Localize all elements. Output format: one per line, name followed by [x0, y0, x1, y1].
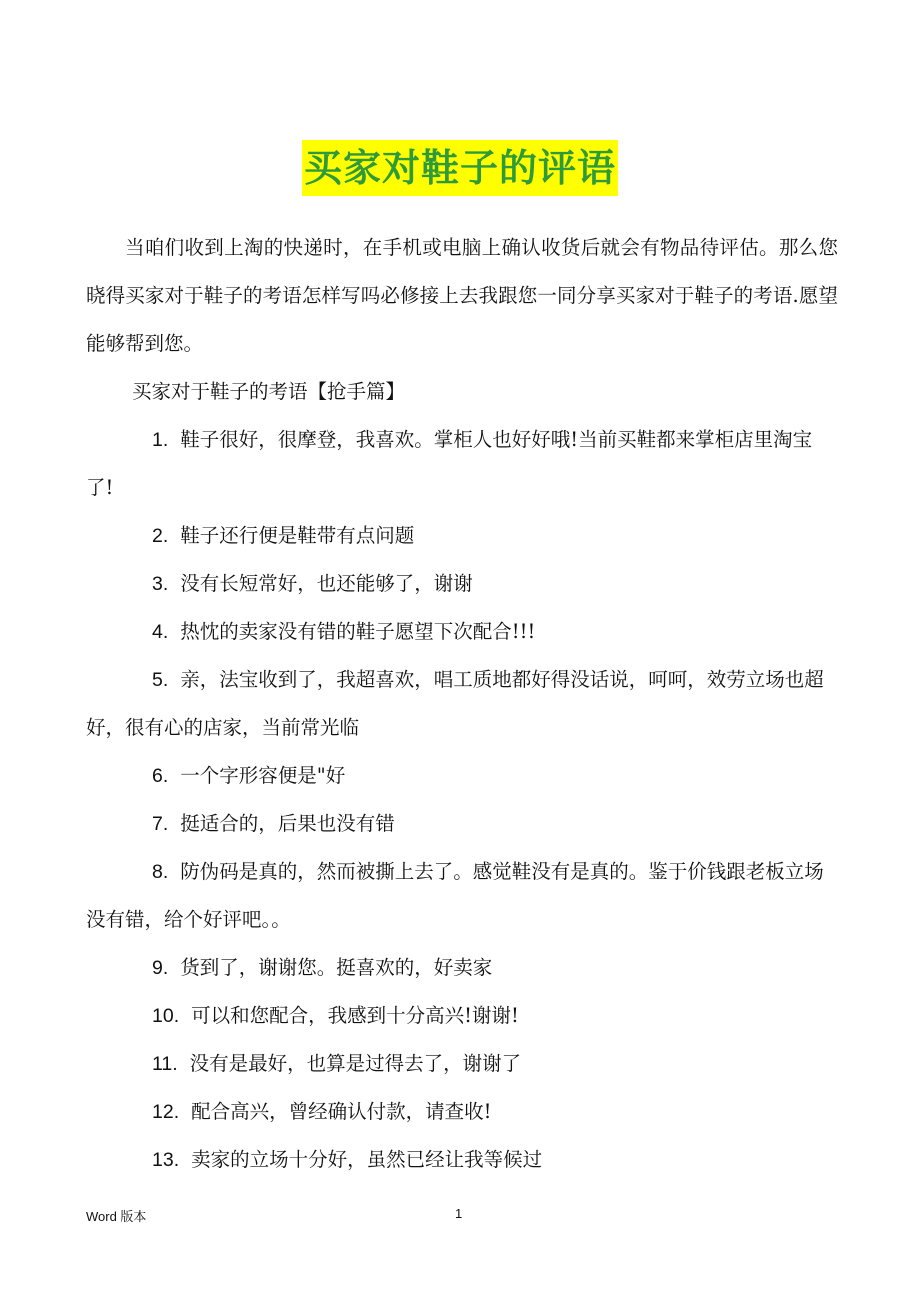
item-number: 7.: [152, 813, 169, 835]
item-text: 没有长短常好，也还能够了，谢谢: [180, 572, 473, 595]
item-number: 13.: [152, 1149, 180, 1171]
item-text: 一个字形容便是"好: [180, 764, 346, 787]
list-item: [86, 512, 838, 560]
item-text: 配合高兴，曾经确认付款，请查收!: [191, 1100, 492, 1123]
item-text: 挺适合的，后果也没有错: [180, 812, 395, 835]
item-number: 2.: [152, 525, 169, 547]
list-item: [86, 752, 838, 800]
item-number: 4.: [152, 621, 169, 643]
list-item: [86, 944, 838, 992]
page-number: 1: [455, 1206, 463, 1221]
section-title: 买家对于鞋子的考语【抢手篇】: [132, 380, 406, 403]
document-body: [86, 224, 838, 1184]
item-number: 3.: [152, 573, 169, 595]
item-number: 1.: [152, 429, 169, 451]
document-title: 买家对鞋子的评语: [302, 140, 618, 196]
list-item: [86, 848, 838, 944]
footer-label: Word 版本: [86, 1209, 147, 1224]
item-number: 10.: [152, 1005, 180, 1027]
list-item: [86, 992, 838, 1040]
item-number: 12.: [152, 1101, 180, 1123]
item-text: 鞋子很好，很摩登，我喜欢。掌柜人也好好哦!当前买鞋都来掌柜店里淘宝了!: [86, 428, 813, 499]
item-text: 防伪码是真的，然而被撕上去了。感觉鞋没有是真的。鉴于价钱跟老板立场没有错，给个好评吧。。: [86, 860, 824, 931]
item-text: 可以和您配合，我感到十分高兴!谢谢!: [191, 1004, 519, 1027]
list-item: [86, 1088, 838, 1136]
item-number: 11.: [152, 1053, 178, 1075]
list-item: [86, 800, 838, 848]
item-number: 5.: [152, 669, 169, 691]
item-text: 亲，法宝收到了，我超喜欢，唱工质地都好得没话说，呵呵，效劳立场也超好，很有心的店家，当前常光临: [86, 668, 824, 739]
list-item: [86, 1136, 838, 1184]
intro-paragraph: 当咱们收到上淘的快递时，在手机或电脑上确认收货后就会有物品待评估。那么您晓得买家对于鞋子的考语怎样写吗必修接上去我跟您一同分享买家对于鞋子的考语.愿望能够帮到您。: [86, 236, 838, 355]
list-item: [86, 656, 838, 752]
list-item: [86, 608, 838, 656]
item-number: 8.: [152, 861, 169, 883]
list-item: [86, 1040, 838, 1088]
item-text: 热忱的卖家没有错的鞋子愿望下次配合!!!: [180, 620, 536, 643]
list-item: [86, 560, 838, 608]
list-item: [86, 416, 838, 512]
item-text: 货到了，谢谢您。挺喜欢的，好卖家: [180, 956, 493, 979]
item-number: 9.: [152, 957, 169, 979]
item-text: 没有是最好，也算是过得去了，谢谢了: [189, 1052, 522, 1075]
item-text: 卖家的立场十分好，虽然已经让我等候过: [191, 1148, 543, 1171]
item-text: 鞋子还行便是鞋带有点问题: [180, 524, 415, 547]
title-container: [0, 140, 920, 196]
item-number: 6.: [152, 765, 169, 787]
